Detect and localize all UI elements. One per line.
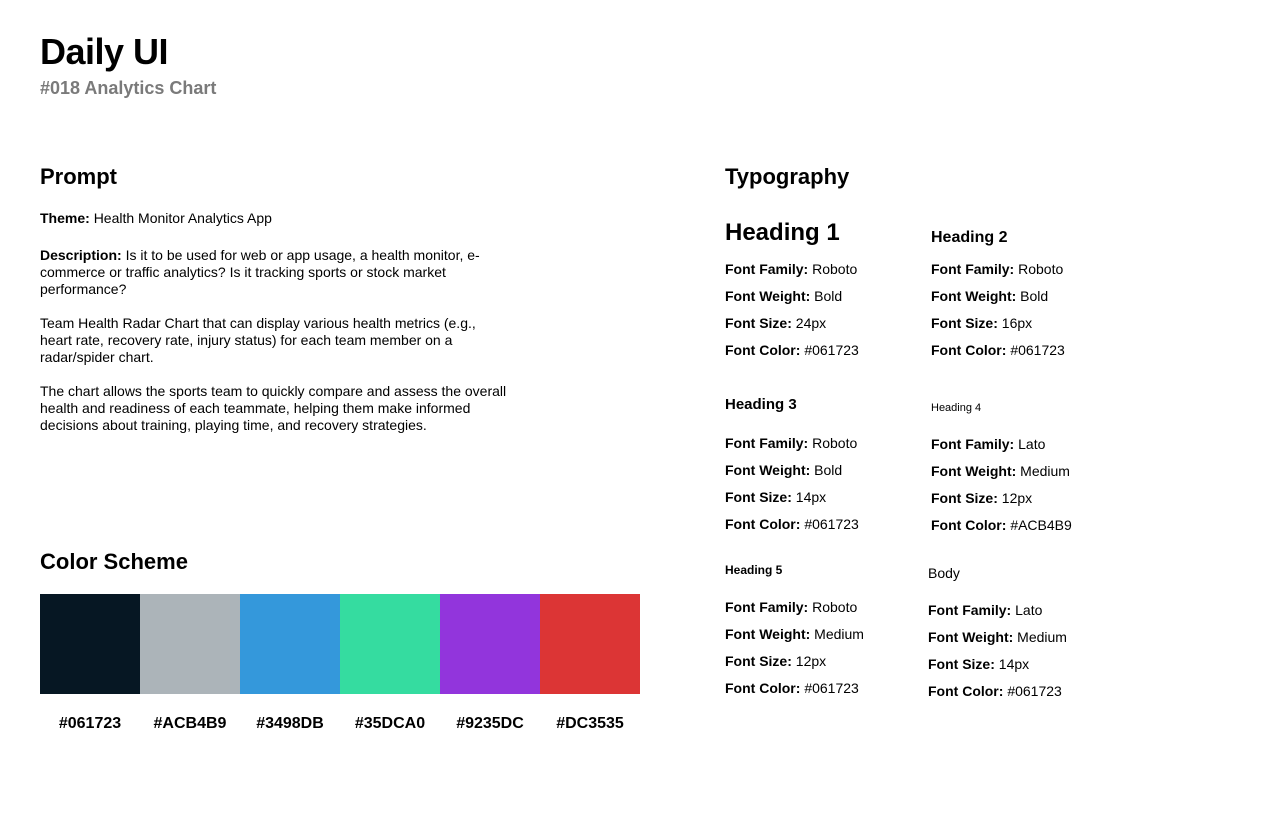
color-swatch-item bbox=[440, 594, 540, 734]
font-color-row bbox=[725, 680, 925, 707]
font-size-row bbox=[725, 489, 925, 516]
page-title: Daily UI bbox=[40, 31, 169, 72]
spec-key: Font Color: bbox=[725, 680, 801, 696]
font-color-row bbox=[928, 683, 1128, 710]
spec-value: 24px bbox=[795, 315, 827, 331]
typography-title: Typography bbox=[725, 164, 850, 189]
font-color-row bbox=[931, 342, 1131, 369]
spec-key: Font Size: bbox=[725, 489, 792, 505]
spec-key: Font Weight: bbox=[931, 288, 1017, 304]
font-size-row bbox=[928, 656, 1128, 683]
spec-value: 16px bbox=[1001, 315, 1033, 331]
spec-value: #ACB4B9 bbox=[1010, 517, 1072, 533]
page-subtitle: #018 Analytics Chart bbox=[40, 78, 217, 98]
color-scheme-title: Color Scheme bbox=[40, 549, 188, 574]
font-family-row bbox=[725, 599, 925, 626]
type-spec-heading-4 bbox=[931, 401, 1131, 544]
color-swatch-item bbox=[240, 594, 340, 734]
spec-value: 12px bbox=[1001, 490, 1033, 506]
spec-value: Bold bbox=[814, 288, 843, 304]
color-swatch-label: #ACB4B9 bbox=[153, 715, 227, 732]
font-family-row bbox=[725, 435, 925, 462]
color-swatch-row bbox=[40, 594, 640, 734]
font-weight-row bbox=[931, 288, 1131, 315]
spec-value: Medium bbox=[1020, 463, 1070, 479]
font-size-row bbox=[725, 653, 925, 680]
description-label: Description: bbox=[40, 247, 122, 263]
spec-key: Font Size: bbox=[931, 315, 998, 331]
spec-key: Font Weight: bbox=[725, 288, 811, 304]
color-swatch-item bbox=[40, 594, 140, 734]
spec-key: Font Family: bbox=[725, 599, 809, 615]
font-color-row bbox=[931, 517, 1131, 544]
spec-key: Font Family: bbox=[931, 436, 1015, 452]
spec-value: #061723 bbox=[804, 516, 859, 532]
prompt-theme bbox=[40, 210, 510, 227]
color-swatch bbox=[340, 594, 440, 694]
font-family-row bbox=[931, 436, 1131, 463]
spec-key: Font Family: bbox=[931, 261, 1015, 277]
spec-key: Font Color: bbox=[931, 342, 1007, 358]
spec-key: Font Size: bbox=[725, 315, 792, 331]
font-weight-row bbox=[725, 288, 925, 315]
theme-label: Theme: bbox=[40, 210, 90, 226]
spec-value: Medium bbox=[814, 626, 864, 642]
spec-value: 14px bbox=[998, 656, 1030, 672]
font-family-row bbox=[928, 602, 1128, 629]
spec-key: Font Color: bbox=[725, 342, 801, 358]
spec-value: Bold bbox=[814, 462, 843, 478]
type-spec-body bbox=[928, 564, 1128, 710]
font-weight-row bbox=[725, 462, 925, 489]
color-swatch bbox=[540, 594, 640, 694]
color-swatch-label: #3498DB bbox=[256, 715, 324, 732]
theme-value: Health Monitor Analytics App bbox=[93, 210, 272, 226]
font-family-row bbox=[725, 261, 925, 288]
font-weight-row bbox=[931, 463, 1131, 490]
spec-key: Font Family: bbox=[928, 602, 1012, 618]
spec-value: Roboto bbox=[812, 261, 858, 277]
color-swatch bbox=[240, 594, 340, 694]
spec-value: Lato bbox=[1015, 602, 1043, 618]
spec-value: #061723 bbox=[1007, 683, 1062, 699]
spec-key: Font Color: bbox=[725, 516, 801, 532]
prompt-section-title: Prompt bbox=[40, 164, 117, 189]
prompt-paragraph-2: The chart allows the sports team to quickly compare and assess the overall health and readiness of each teammate, helping them make informed decisions about training, playing time, and recovery strategies. bbox=[40, 383, 507, 433]
type-sample-heading: Heading 1 bbox=[725, 219, 840, 246]
type-sample-heading: Body bbox=[928, 565, 960, 581]
spec-key: Font Weight: bbox=[931, 463, 1017, 479]
color-swatch-label: #061723 bbox=[58, 715, 122, 732]
description-value: Is it to be used for web or app usage, a health monitor, e-commerce or traffic analytics? Is it tracking sports or stock market performance? bbox=[40, 247, 480, 297]
type-sample-heading: Heading 3 bbox=[725, 396, 797, 413]
prompt-paragraph-1: Team Health Radar Chart that can display various health metrics (e.g., heart rate, recovery rate, injury status) for each team member on a radar/spider chart. bbox=[40, 315, 476, 365]
font-size-row bbox=[931, 490, 1131, 517]
spec-value: Medium bbox=[1017, 629, 1067, 645]
prompt-description bbox=[40, 247, 510, 298]
spec-key: Font Weight: bbox=[928, 629, 1014, 645]
color-swatch bbox=[140, 594, 240, 694]
color-swatch-label: #35DCA0 bbox=[354, 715, 426, 732]
spec-value: Roboto bbox=[812, 599, 858, 615]
font-family-row bbox=[931, 261, 1131, 288]
color-swatch-label: #9235DC bbox=[456, 715, 524, 732]
spec-key: Font Family: bbox=[725, 261, 809, 277]
font-color-row bbox=[725, 516, 925, 543]
color-swatch-label: #DC3535 bbox=[556, 715, 624, 732]
spec-key: Font Size: bbox=[928, 656, 995, 672]
type-spec-heading-1 bbox=[725, 219, 925, 369]
font-color-row bbox=[725, 342, 925, 369]
type-spec-heading-2 bbox=[931, 228, 1131, 369]
spec-value: Roboto bbox=[812, 435, 858, 451]
spec-value: 14px bbox=[795, 489, 827, 505]
spec-key: Font Size: bbox=[725, 653, 792, 669]
spec-key: Font Family: bbox=[725, 435, 809, 451]
spec-key: Font Weight: bbox=[725, 626, 811, 642]
color-swatch-item bbox=[340, 594, 440, 734]
font-size-row bbox=[725, 315, 925, 342]
spec-value: 12px bbox=[795, 653, 827, 669]
type-sample-heading: Heading 2 bbox=[931, 229, 1008, 246]
color-swatch bbox=[440, 594, 540, 694]
font-size-row bbox=[931, 315, 1131, 342]
spec-value: Lato bbox=[1018, 436, 1046, 452]
spec-value: #061723 bbox=[804, 680, 859, 696]
color-swatch-item bbox=[140, 594, 240, 734]
type-sample-heading: Heading 4 bbox=[931, 402, 982, 414]
spec-key: Font Size: bbox=[931, 490, 998, 506]
color-swatch bbox=[40, 594, 140, 694]
spec-value: #061723 bbox=[804, 342, 859, 358]
spec-value: Roboto bbox=[1018, 261, 1064, 277]
type-spec-heading-3 bbox=[725, 396, 925, 543]
spec-key: Font Weight: bbox=[725, 462, 811, 478]
spec-value: #061723 bbox=[1010, 342, 1065, 358]
font-weight-row bbox=[928, 629, 1128, 656]
spec-key: Font Color: bbox=[931, 517, 1007, 533]
spec-value: Bold bbox=[1020, 288, 1049, 304]
type-spec-heading-5 bbox=[725, 563, 925, 707]
color-swatch-item bbox=[540, 594, 640, 734]
type-sample-heading: Heading 5 bbox=[725, 563, 783, 577]
font-weight-row bbox=[725, 626, 925, 653]
spec-key: Font Color: bbox=[928, 683, 1004, 699]
